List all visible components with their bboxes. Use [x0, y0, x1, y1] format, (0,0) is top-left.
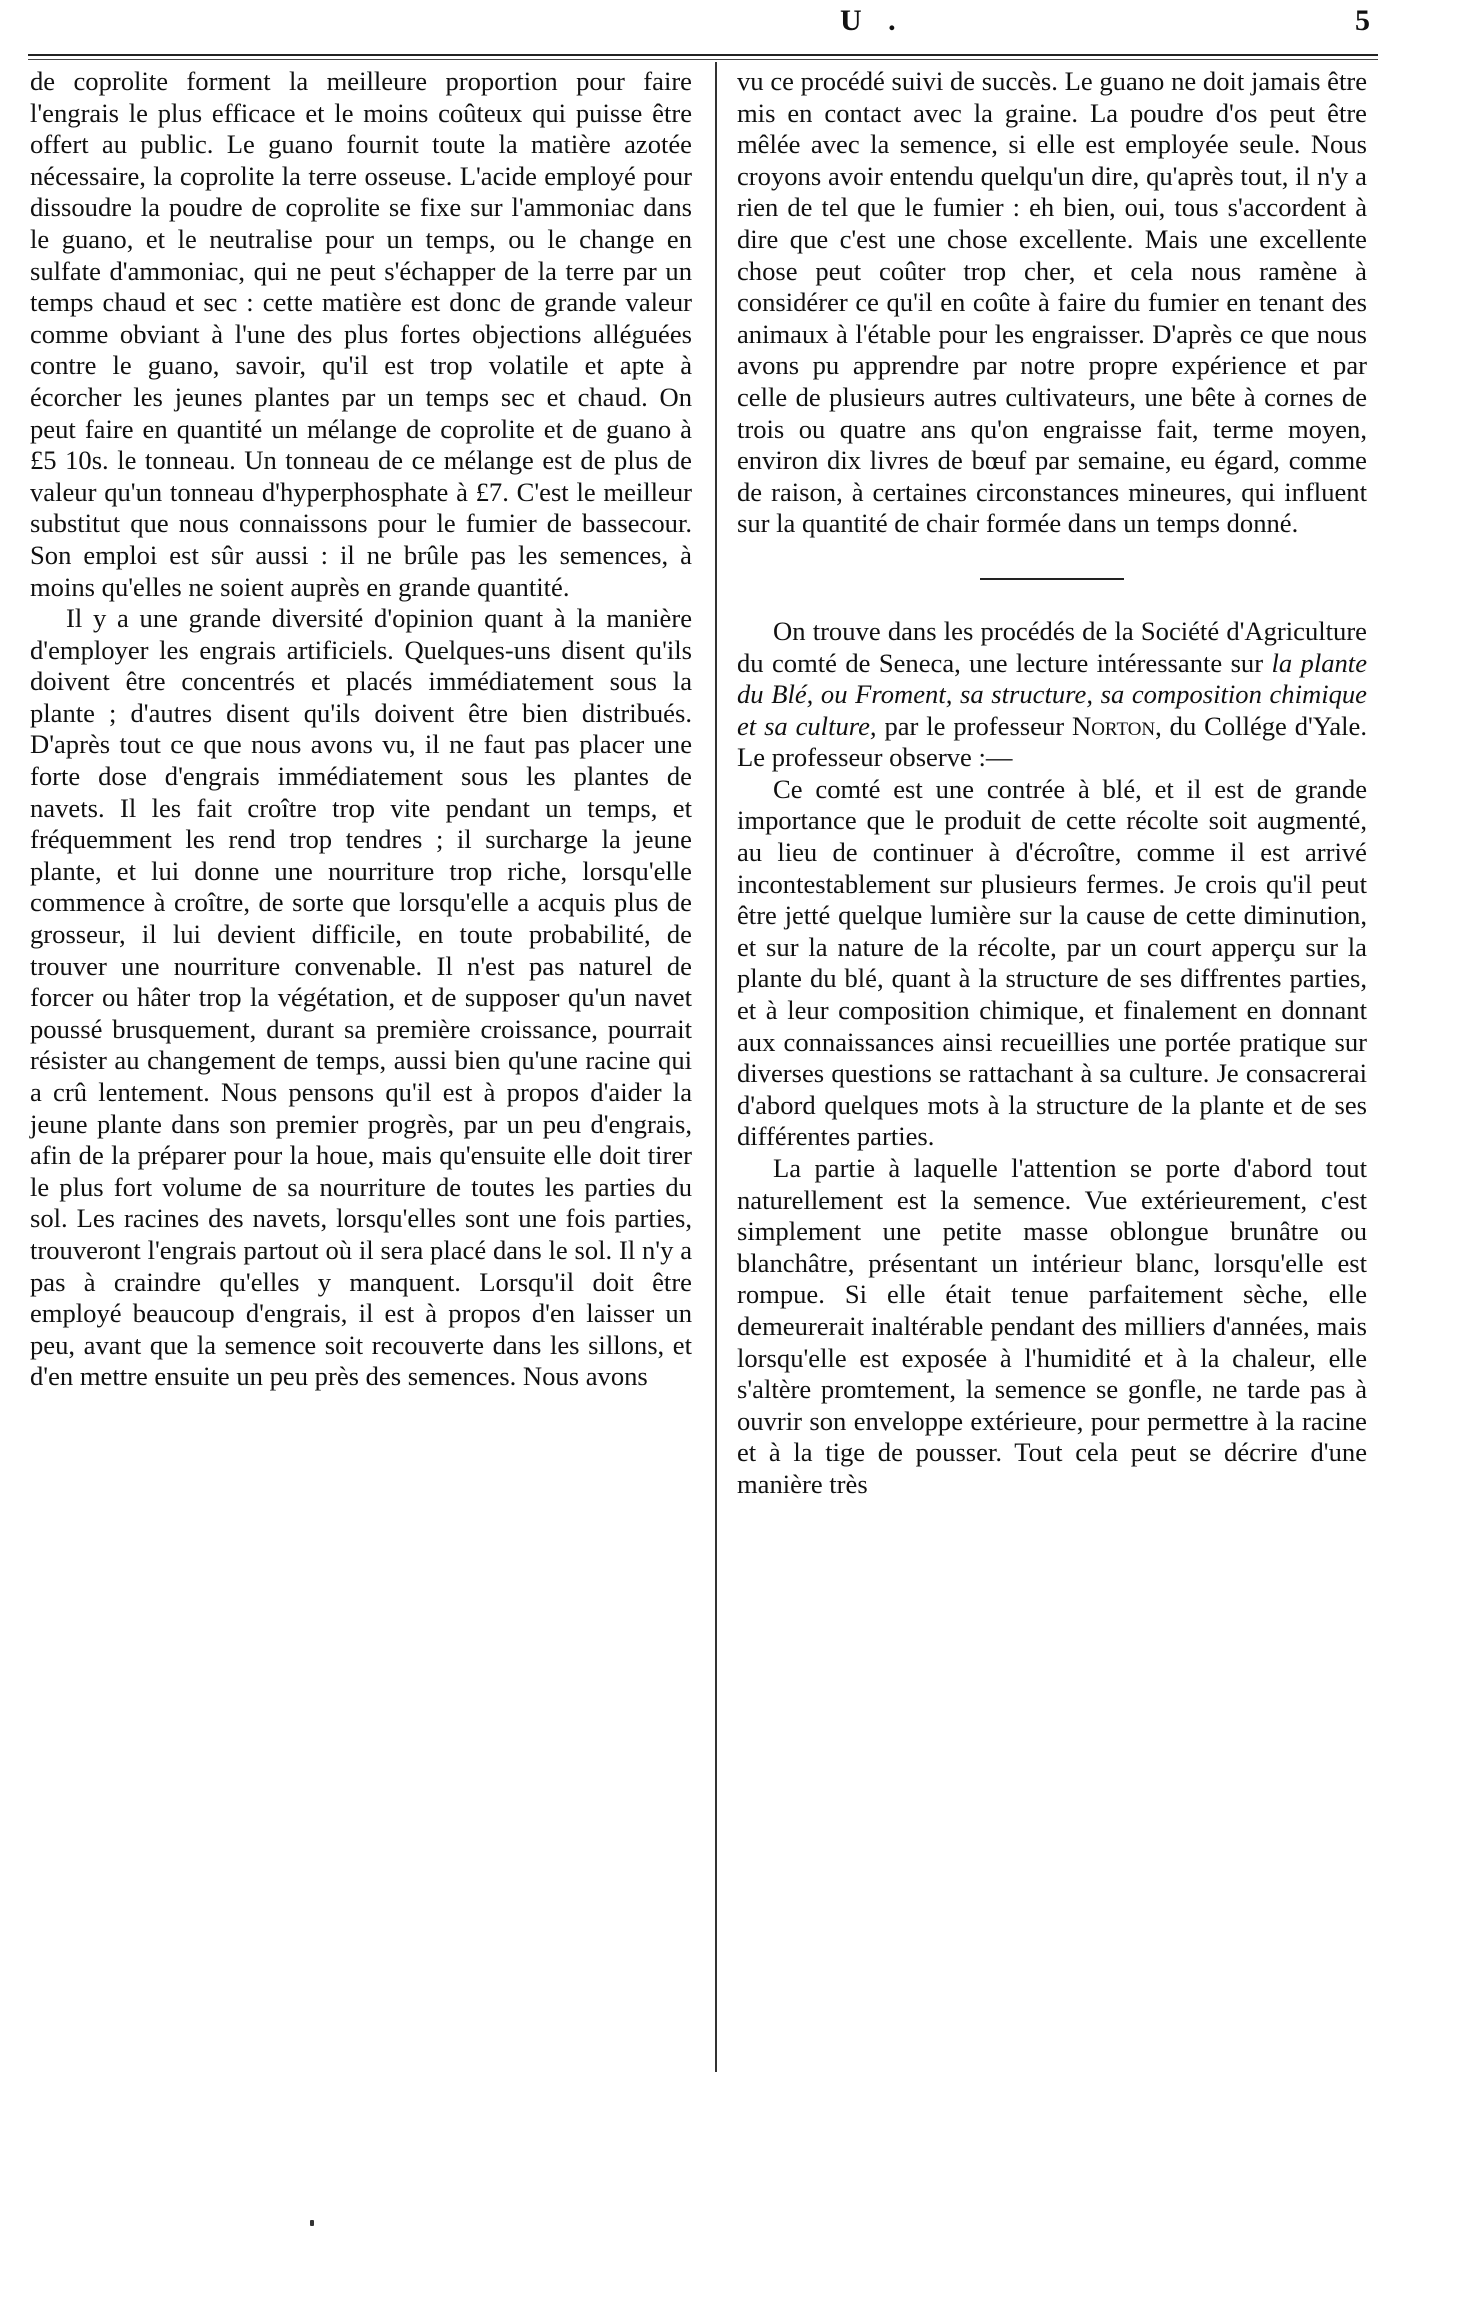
column-divider	[715, 62, 717, 2072]
right-paragraph-3: Ce comté est une contrée à blé, et il est de grande importance que le produit de cette récolte soit augmenté, au lieu de continuer à d'écroître, comme il est arrivé incontestablement sur plusieurs fermes. Je crois qu'il peut être jetté quelque lumière sur la cause de cette diminution, et sur la nature de la récolte, par un court apperçu sur la plante du blé, quant à la structure de ses diffrentes parties, et à leur composition chimique, et finalement en donnant aux connaissances ainsi recueillies une portée pratique sur diverses questions se rattachant à sa culture. Je consacrerai d'abord quelques mots à la structure de la plante et de ses différentes parties.	[737, 773, 1367, 1152]
header-rule-thin	[28, 59, 1378, 60]
left-paragraph-2: Il y a une grande diversité d'opinion quant à la manière d'employer les engrais artificiels. Quelques-uns disent qu'ils doivent être concentrés et placés immédiatement sous la plante ; d'autres disent qu'ils doivent être bien distribués. D'après tout ce que nous avons vu, il ne faut pas placer une forte dose d'engrais immédiatement sous les plantes de navets. Il les fait croître trop vite pendant un temps, et fréquemment les rend trop tendres ; il surcharge la jeune plante, et lui donne une nourriture trop riche, lorsqu'elle commence à croître, de sorte que lorsqu'elle a acquis plus de grosseur, il lui devient difficile, en toute probabilité, de trouver une nourriture convenable. Il n'est pas naturel de forcer ou hâter trop la végétation, et de supposer qu'un navet poussé brusquement, durant sa première croissance, pourrait résister au changement de temps, aussi bien qu'une racine qui a crû lentement. Nous pensons qu'il est à propos d'aider la jeune plante dans son premier progrès, par un peu d'engrais, afin de la préparer pour la houe, mais qu'ensuite elle doit tirer le plus fort volume de sa nourriture de toutes les parties du sol. Les racines des navets, lorsqu'elles sont une fois parties, trouveront l'engrais partout où il sera placé dans le sol. Il n'y a pas à craindre qu'elles y manquent. Lorsqu'il doit être employé beaucoup d'engrais, il est à propos d'en laisser un peu, avant que la semence soit recouverte dans les sillons, et d'en mettre ensuite un peu près des semences. Nous avons	[30, 603, 692, 1392]
running-head-letter: U	[840, 4, 863, 37]
running-head	[0, 4, 1472, 44]
section-divider	[980, 578, 1124, 580]
left-paragraph-1: de coprolite forment la meilleure proportion pour faire l'engrais le plus efficace et le moins coûteux qui puisse être offert au public. Le guano fournit toute la matière azotée nécessaire, la coprolite la terre osseuse. L'acide employé pour dissoudre la poudre de coprolite se fixe sur l'ammoniac dans le guano, et le neutralise pour un temps, ou le change en sulfate d'ammoniac, qui ne peut s'échapper de la terre par un temps chaud et sec : cette matière est donc de grande valeur comme obviant à l'une des plus fortes objections alléguées contre le guano, savoir, qu'il est trop volatile et apte à écorcher les jeunes plantes par un temps sec et chaud. On peut faire en quantité un mélange de coprolite et de guano à £5 10s. le tonneau. Un tonneau de ce mélange est de plus de valeur qu'un tonneau d'hyperphosphate à £7. C'est le meilleur substitut que nous connaissons pour le fumier de bassecour. Son emploi est sûr aussi : il ne brûle pas les semences, à moins qu'elles ne soient auprès en grande quantité.	[30, 66, 692, 602]
right-paragraph-1: vu ce procédé suivi de succès. Le guano ne doit jamais être mis en contact avec la graine. La poudre d'os peut être mêlée avec la semence, si elle est employée seule. Nous croyons avoir entendu quelqu'un dire, qu'après tout, il n'y a rien de tel que le fumier : eh bien, oui, tous s'accordent à dire que c'est une chose excellente. Mais une excellente chose peut coûter trop cher, et cela nous ramène à considérer ce qu'il en coûte à faire du fumier en tenant des animaux à l'étable pour les engraisser. D'après ce que nous avons pu apprendre par notre propre expérience et par celle de plusieurs autres cultivateurs, une bête à cornes de trois ou quatre ans qu'on engraisse fait, terme moyen, environ dix livres de bœuf par semaine, eu égard, comme de raison, à certaines circonstances mineures, qui influent sur la quantité de chair formée dans un temps donné.	[737, 66, 1367, 539]
intro-text-2: par le professeur	[876, 710, 1072, 741]
right-paragraph-4: La partie à laquelle l'attention se porte d'abord tout naturellement est la semence. Vue extérieurement, c'est simplement une petite masse oblongue brunâtre ou blanchâtre, présentant un intérieur blanc, lorsqu'elle est rompue. Si elle était tenue parfaitement sèche, elle demeurerait inaltérable pendant des milliers d'années, mais lorsqu'elle est exposée à l'humidité et à la chaleur, elle s'altère promtement, la semence se gonfle, ne tarde pas à ouvrir son enveloppe extérieure, pour permettre à la racine et à la tige de pousser. Tout cela peut se décrire d'une manière très	[737, 1153, 1367, 1499]
intro-italic-title: la plante du Blé, ou Froment, sa structure, sa composition chimique et sa culture,	[737, 647, 1367, 741]
header-rule	[28, 54, 1378, 56]
running-head-title	[840, 4, 897, 38]
page-number: 5	[1355, 4, 1371, 37]
right-column	[737, 66, 1367, 1501]
author-name: Norton	[1071, 710, 1156, 741]
left-column	[30, 66, 692, 1393]
intro-text-1: On trouve dans les procédés de la Société d'Agriculture du comté de Seneca, une lecture intéressante sur	[737, 615, 1367, 678]
ink-speck	[310, 2220, 314, 2226]
right-intro-paragraph	[737, 616, 1367, 774]
intro-text-3: , du Collége d'Yale. Le professeur observe :—	[737, 710, 1368, 773]
running-head-separator: .	[888, 4, 897, 37]
